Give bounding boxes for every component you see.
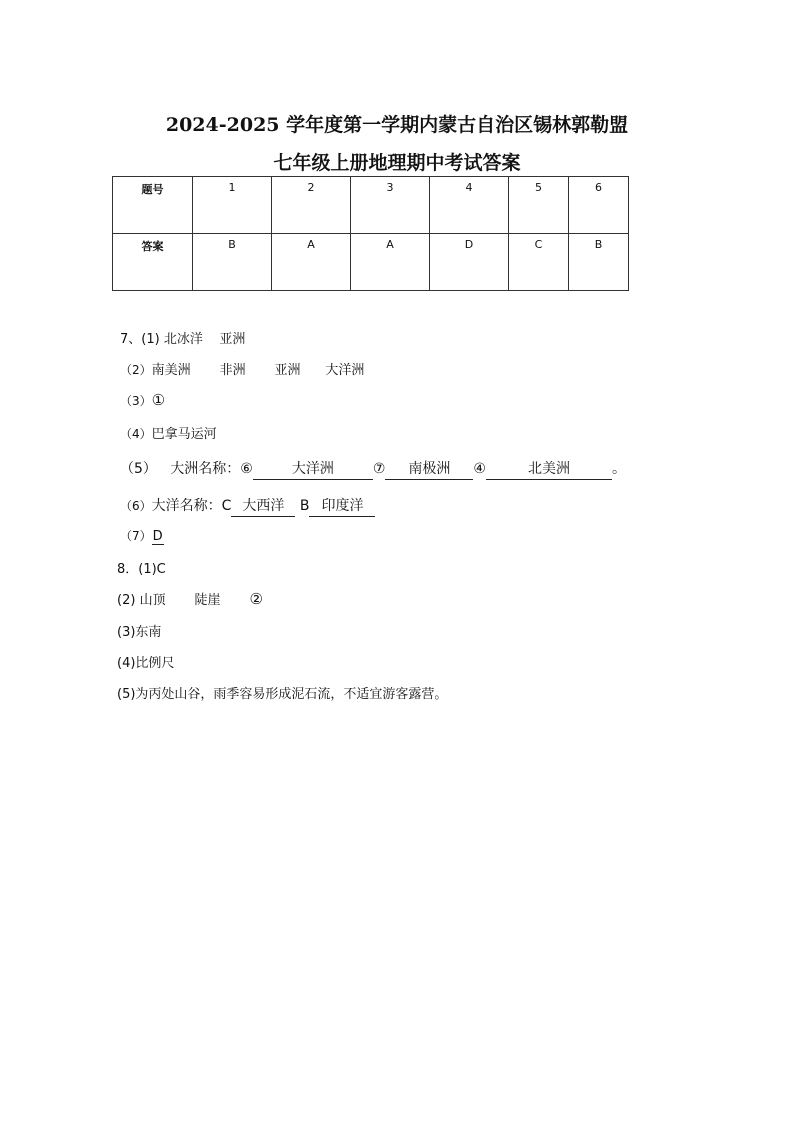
number-cell: 6 <box>569 177 629 234</box>
q8-part3 <box>117 621 161 640</box>
q7-p6-label: （6） <box>120 499 152 513</box>
q7-p5-mark-3: ④ <box>473 461 486 477</box>
q7-p5-label: （5） <box>120 461 157 477</box>
q7-p6-blank-2: 印度洋 <box>309 495 375 517</box>
q8-part1 <box>117 558 166 577</box>
answer-table <box>112 176 629 291</box>
q7-part3 <box>120 391 165 409</box>
q7-p4-answer: 巴拿马运河 <box>151 427 217 442</box>
q7-p5-mark-1: ⑥ <box>240 461 253 477</box>
q8-part2 <box>117 589 263 608</box>
answer-cell: A <box>351 234 430 291</box>
q7-part4 <box>120 423 217 442</box>
q7-part6 <box>120 495 375 517</box>
q7-p2-answer-3: 亚洲 <box>274 363 301 378</box>
q8-p2-answer-3: ② <box>249 590 263 608</box>
answer-cell: A <box>272 234 351 291</box>
answer-cell: B <box>193 234 272 291</box>
q7-p6-mark-2: B <box>299 498 310 514</box>
answer-cell: D <box>430 234 509 291</box>
q7-p1-answer-1: 北冰洋 <box>163 332 203 347</box>
q7-p5-prefix: 大洲名称： <box>170 461 241 477</box>
q7-p5-blank-3: 北美洲 <box>486 458 612 480</box>
q7-p7-label: （7） <box>120 529 152 543</box>
q8-part4 <box>117 652 174 671</box>
q7-p6-blank-1: 大西洋 <box>231 495 295 517</box>
q8-p5-answer: (5)为丙处山谷，雨季容易形成泥石流，不适宜游客露营。 <box>117 687 448 702</box>
q8-p2-label: (2) <box>117 593 136 608</box>
q7-p5-blank-1: 大洋洲 <box>253 458 373 480</box>
number-cell: 3 <box>351 177 430 234</box>
number-cell: 2 <box>272 177 351 234</box>
q7-p2-answer-2: 非洲 <box>219 363 246 378</box>
q8-p2-answer-2: 陡崖 <box>194 593 221 608</box>
q8-p2-answer-1: 山顶 <box>139 593 166 608</box>
q8-p3-answer: (3)东南 <box>117 625 162 640</box>
q7-p5-blank-2: 南极洲 <box>385 458 473 480</box>
answer-cell: B <box>569 234 629 291</box>
q7-p3-answer: ① <box>151 391 166 409</box>
answer-cell: C <box>509 234 569 291</box>
q7-p6-mark-1: C <box>221 498 232 514</box>
row-label-answer: 答案 <box>113 234 193 291</box>
q7-p3-label: （3） <box>120 394 152 408</box>
q7-p2-label: （2） <box>120 363 152 377</box>
number-cell: 1 <box>193 177 272 234</box>
table-row-answers <box>113 234 629 291</box>
q7-p5-end: 。 <box>611 461 626 477</box>
number-cell: 4 <box>430 177 509 234</box>
q7-p4-label: （4） <box>120 427 152 441</box>
q7-p2-answer-1: 南美洲 <box>151 363 191 378</box>
q8-part5 <box>117 683 447 702</box>
q8-p4-answer: (4)比例尺 <box>117 656 175 671</box>
document-subtitle: 七年级上册地理期中考试答案 <box>273 152 521 174</box>
q7-part1 <box>120 328 245 347</box>
q7-part5 <box>120 458 626 480</box>
number-cell: 5 <box>509 177 569 234</box>
q8-label: 8．(1)C <box>117 562 166 577</box>
q7-label: 7、(1) <box>120 332 160 347</box>
row-label-number: 题号 <box>113 177 193 234</box>
q7-p5-mark-2: ⑦ <box>372 461 386 477</box>
table-row-numbers <box>113 177 629 234</box>
q7-p7-answer: D <box>152 529 163 544</box>
q7-p2-answer-4: 大洋洲 <box>325 363 365 378</box>
document-title: 2024-2025 学年度第一学期内蒙古自治区锡林郭勒盟 <box>165 114 629 136</box>
q7-p6-prefix: 大洋名称： <box>151 498 222 514</box>
q7-part7 <box>120 527 164 545</box>
q7-p1-answer-2: 亚洲 <box>219 332 246 347</box>
q7-part2 <box>120 359 364 378</box>
